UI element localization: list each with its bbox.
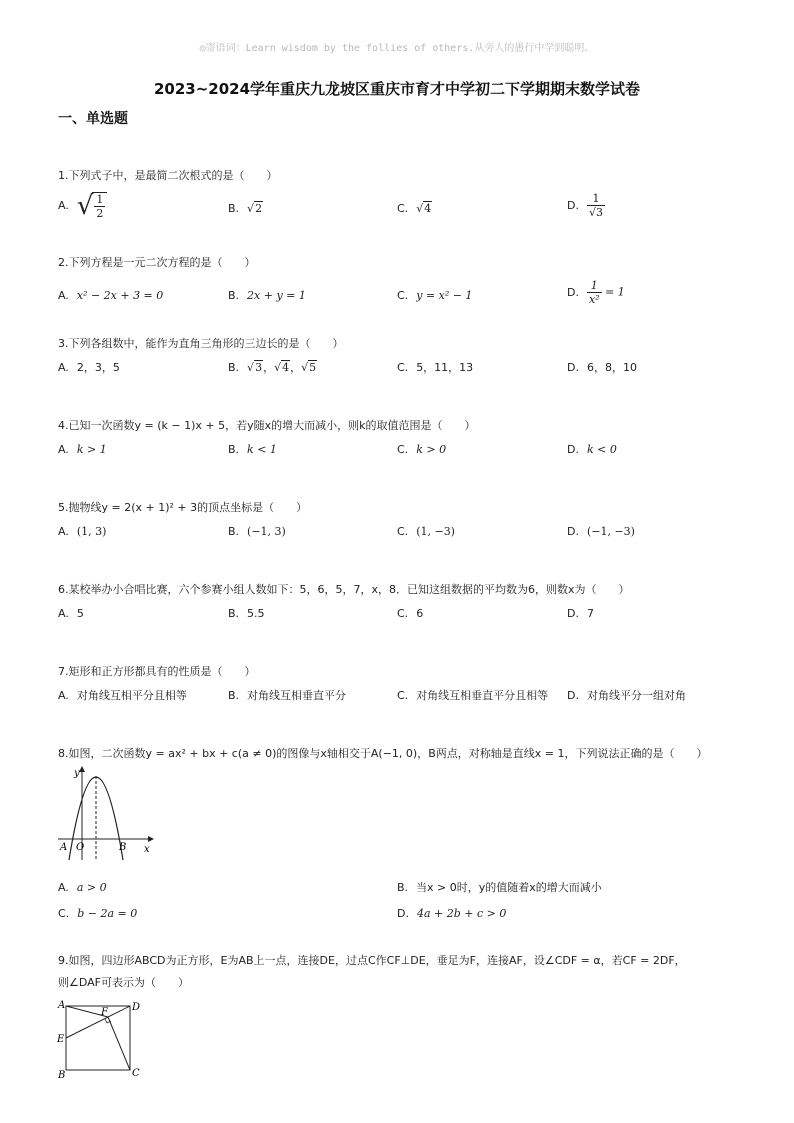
option-d: D. $\frac{1}{√3}$ [567, 192, 603, 219]
option-label: C. [397, 202, 409, 215]
option-c [397, 688, 548, 704]
option-label: C. [397, 361, 409, 374]
question-5 [58, 500, 748, 542]
label-c: C [132, 1068, 140, 1079]
option-label: B. [228, 689, 240, 702]
label-b: B [119, 842, 127, 853]
option-label: A. [58, 881, 69, 894]
option-value: k < 1 [247, 443, 277, 456]
option-a [58, 880, 107, 896]
label-d: D [132, 1002, 141, 1013]
question-stem: 1.下列式子中，是最简二次根式的是（ ） [58, 169, 278, 182]
question-2 [58, 255, 748, 313]
option-value: 对角线互相垂直平分且相等 [416, 689, 549, 702]
option-value: 5，11，13 [416, 361, 474, 374]
option-c [397, 606, 423, 622]
option-c [397, 442, 446, 458]
option-value: y = x² − 1 [416, 289, 473, 302]
square-abcd [66, 1006, 130, 1070]
x-axis-arrow [148, 836, 154, 842]
option-label: B. [228, 289, 240, 302]
segment-cf [108, 1017, 130, 1070]
option-value: 4a + 2b + c > 0 [416, 907, 507, 920]
radicand: 5 [309, 361, 317, 374]
option-value: (1, 3) [76, 525, 107, 538]
options [58, 524, 748, 542]
option-label: B. [228, 202, 240, 215]
label-f: F [101, 1007, 108, 1018]
radicand: 4 [424, 202, 432, 215]
square-figure [56, 998, 146, 1080]
question-stem: 7.矩形和正方形都具有的性质是（ ） [58, 665, 256, 678]
option-b [228, 288, 306, 304]
option-label: A. [58, 607, 69, 620]
question-4 [58, 418, 748, 460]
option-value: 7 [586, 607, 594, 620]
option-c [58, 906, 137, 922]
option-label: B. [228, 443, 240, 456]
option-b [228, 524, 286, 540]
option-b: B. √2 [228, 202, 263, 215]
denominator: x² [588, 293, 600, 306]
option-value: 2，3，5 [76, 361, 120, 374]
option-d [567, 606, 594, 622]
separator: ， [263, 361, 275, 374]
option-label: D. [567, 198, 579, 212]
option-c [397, 288, 472, 304]
option-d [567, 360, 637, 376]
option-c [397, 524, 455, 540]
options [58, 880, 748, 930]
option-value: (−1, 3) [247, 525, 286, 538]
option-value: a > 0 [76, 881, 107, 894]
option-value: k > 0 [416, 443, 447, 456]
question-stem: 8.如图，二次函数y = ax² + bx + c(a ≠ 0)的图像与x轴相交于A(−1, 0)，B两点，对称轴是直线x = 1，下列说法正确的是（ ） [58, 747, 708, 760]
equation-rest: = 1 [605, 285, 625, 299]
option-value: 5 [76, 607, 84, 620]
option-label: C. [397, 607, 409, 620]
y-axis-arrow [79, 766, 85, 772]
option-label: A. [58, 525, 69, 538]
option-a [58, 606, 84, 622]
question-stem: 6.某校举办小合唱比赛，六个参赛小组人数如下：5，6，5，7，x，8．已知这组数据的平均数为6，则数x为（ ） [58, 583, 630, 596]
options [58, 360, 748, 378]
option-c [397, 360, 473, 376]
question-stem: 5.抛物线y = 2(x + 1)² + 3的顶点坐标是（ ） [58, 501, 308, 514]
label-e: E [57, 1034, 65, 1045]
question-stem: 4.已知一次函数y = (k − 1)x + 5，若y随x的增大而减小，则k的取值范围是（ ） [58, 419, 476, 432]
option-a [58, 288, 163, 304]
option-value: 当x > 0时，y的值随着x的增大而减小 [416, 881, 602, 894]
options [58, 606, 748, 624]
option-value: 6，8，10 [586, 361, 637, 374]
radicand: 3 [255, 361, 263, 374]
option-d [567, 442, 617, 458]
option-a [58, 360, 120, 376]
option-value: x² − 2x + 3 = 0 [76, 289, 164, 302]
options [58, 688, 748, 706]
option-label: D. [567, 607, 579, 620]
option-label: B. [228, 525, 240, 538]
question-8-options [58, 872, 748, 930]
option-value: 对角线互相平分且相等 [76, 689, 187, 702]
question-stem-line-2: 则∠DAF可表示为（ ） [58, 976, 189, 989]
option-label: D. [567, 285, 579, 299]
option-label: D. [567, 525, 579, 538]
question-7 [58, 664, 748, 706]
option-label: C. [58, 907, 70, 920]
option-a [58, 442, 107, 458]
option-d [567, 279, 625, 306]
parabola-figure [56, 764, 156, 864]
denominator: 3 [595, 206, 603, 219]
label-y: y [74, 768, 80, 779]
option-value: 6 [416, 607, 424, 620]
option-c: C. √4 [397, 202, 432, 215]
options [58, 192, 748, 226]
option-a [58, 192, 107, 220]
option-label: A. [58, 443, 69, 456]
question-1 [58, 168, 748, 226]
options [58, 442, 748, 460]
option-b [228, 688, 346, 704]
question-6 [58, 582, 748, 624]
option-value: (1, −3) [416, 525, 455, 538]
option-label: C. [397, 689, 409, 702]
option-label: D. [567, 361, 579, 374]
denominator: 2 [96, 207, 104, 220]
option-label: A. [58, 689, 69, 702]
label-o: O [76, 842, 85, 853]
label-a: A [60, 842, 68, 853]
segment-de [66, 1006, 130, 1038]
option-label: B. [228, 607, 240, 620]
option-value: 5.5 [247, 607, 265, 620]
question-3 [58, 336, 748, 378]
question-9 [58, 953, 748, 991]
label-a: A [58, 1000, 66, 1011]
option-label: A. [58, 361, 69, 374]
option-b: B. √3，√4，√5 [228, 361, 317, 374]
radicand: 2 [255, 202, 263, 215]
question-stem: 9.如图，四边形ABCD为正方形，E为AB上一点，连接DE，过点C作CF⊥DE，垂足为F，连接AF，设∠CDF = α，若CF = 2DF， [58, 954, 686, 967]
label-x: x [144, 844, 150, 855]
option-value: 2x + y = 1 [247, 289, 306, 302]
option-label: B. [397, 881, 409, 894]
option-label: C. [397, 289, 409, 302]
option-b [397, 880, 602, 896]
option-label: A. [58, 199, 69, 212]
option-value: (−1, −3) [586, 525, 635, 538]
option-d [567, 524, 635, 540]
option-a [58, 524, 106, 540]
option-b [228, 606, 265, 622]
options [58, 279, 748, 313]
option-label: A. [58, 289, 69, 302]
numerator: 1 [96, 193, 104, 206]
option-label: C. [397, 443, 409, 456]
label-b: B [58, 1070, 66, 1080]
option-label: D. [567, 443, 579, 456]
option-value: k > 1 [76, 443, 107, 456]
sqrt-fraction: √ $\frac{1}{2}$ [77, 192, 108, 220]
option-value: b − 2a = 0 [77, 907, 138, 920]
option-label: D. [397, 907, 409, 920]
section-heading: 一、单选题 [58, 111, 128, 127]
option-value: 对角线平分一组对角 [586, 689, 686, 702]
option-label: D. [567, 689, 579, 702]
radicand: 4 [282, 361, 290, 374]
option-d [397, 906, 506, 922]
option-d [567, 688, 686, 704]
exam-title: 2023~2024学年重庆九龙坡区重庆市育才中学初二下学期期末数学试卷 [153, 80, 641, 98]
option-value: 对角线互相垂直平分 [247, 689, 347, 702]
question-stem: 3.下列各组数中，能作为直角三角形的三边长的是（ ） [58, 337, 344, 350]
question-stem: 2.下列方程是一元二次方程的是（ ） [58, 256, 256, 269]
option-value: k < 0 [586, 443, 617, 456]
separator: ， [290, 361, 302, 374]
option-a [58, 688, 187, 704]
option-label: B. [228, 361, 240, 374]
option-label: C. [397, 525, 409, 538]
numerator: 1 [590, 279, 598, 292]
numerator: 1 [592, 192, 600, 205]
option-b [228, 442, 277, 458]
motto-line: ◎寄语词：Learn wisdom by the follies of others.从旁人的愚行中学到聪明。 [199, 43, 595, 54]
question-8 [58, 746, 748, 762]
